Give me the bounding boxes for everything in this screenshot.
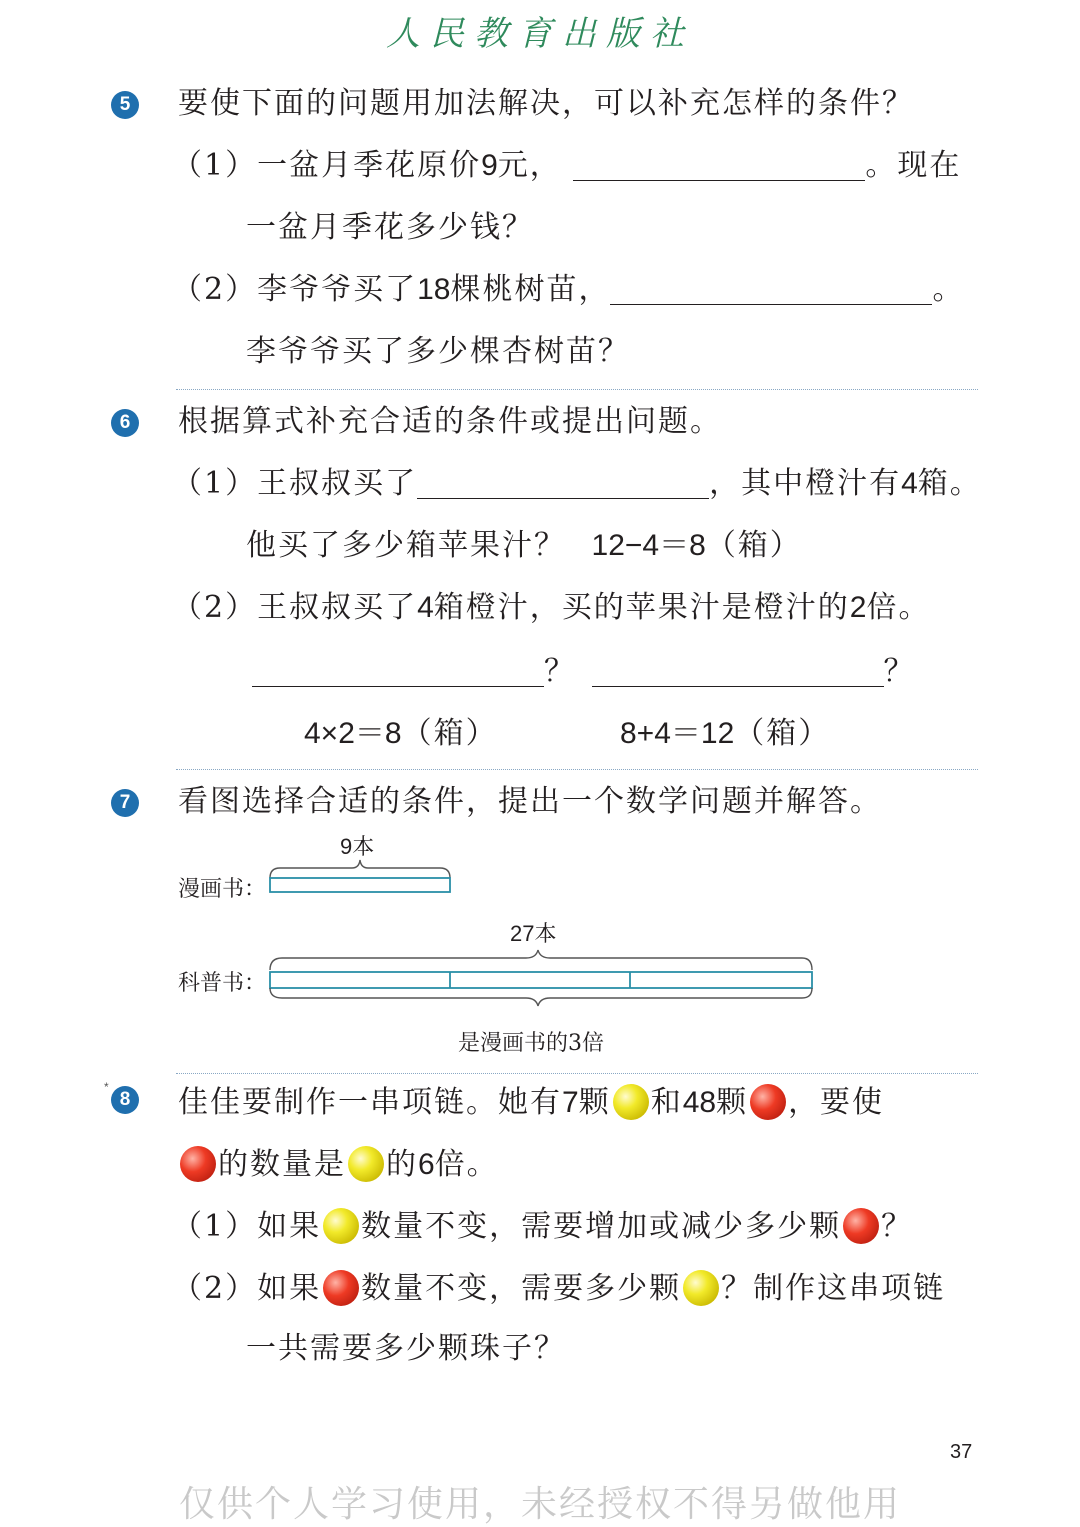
q6-part2-text-b: 箱橙汁，买的苹果汁是橙汁的 — [433, 590, 850, 625]
red-bead-icon — [180, 1146, 216, 1182]
q5-part1-text-a: 一盆月季花原价 — [257, 148, 482, 183]
q8-part1-text-c: ？ — [881, 1209, 914, 1244]
question-6-badge: 6 — [111, 409, 139, 437]
q6-part1-blank[interactable] — [417, 470, 709, 499]
q6-part1-formula: 12−4＝8 — [591, 529, 706, 562]
q8-part2-text-b: 数量不变，需要多少颗 — [361, 1271, 682, 1306]
q6-part2-text-c: 倍。 — [866, 590, 931, 625]
q6-part2-line1 — [172, 588, 930, 628]
q5-part2-blank[interactable] — [610, 276, 932, 305]
question-8-badge: 8 — [111, 1086, 139, 1114]
q8-line1-text-c: 和 — [650, 1085, 683, 1120]
q6-part1-line2 — [246, 526, 802, 566]
q8-line1-number-2: 48 — [682, 1086, 717, 1119]
science-note: 是漫画书的3倍 — [458, 1031, 604, 1056]
comic-count-label: 9本 — [340, 834, 375, 859]
q6-part1-text-c: 箱。 — [917, 466, 982, 501]
q5-part1-text-b: 元， — [497, 148, 562, 183]
q6-part1-text-a: 王叔叔买了 — [257, 466, 418, 501]
q8-line1 — [178, 1083, 884, 1123]
q5-part2-text-a: 李爷爷买了 — [257, 272, 418, 307]
q5-part2-number: 18 — [417, 273, 451, 306]
yellow-bead-icon — [323, 1208, 359, 1244]
q5-part1-label: （1） — [172, 148, 258, 183]
q8-line1-text-d: 颗 — [716, 1085, 749, 1120]
q5-part2-text-b: 棵桃树苗， — [450, 272, 611, 307]
q5-part2-text-c: 。 — [932, 272, 965, 307]
q6-formula-1 — [304, 714, 498, 754]
q6-part1-number: 4 — [901, 467, 918, 500]
red-bead-icon — [323, 1270, 359, 1306]
comic-brace — [270, 860, 450, 878]
question-5-text: 要使下面的问题用加法解决，可以补充怎样的条件？ — [178, 86, 914, 121]
q6-part2-qmark-1: ？ — [544, 654, 576, 689]
publisher-logo: 人民教育出版社 — [386, 14, 694, 54]
q8-line1-number-1: 7 — [562, 1086, 579, 1119]
q8-line2 — [178, 1145, 499, 1185]
q8-line1-text-e: ，要使 — [788, 1085, 885, 1120]
q8-line2-text-b: 的 — [386, 1147, 418, 1182]
divider — [176, 389, 978, 390]
science-bottom-brace — [270, 988, 812, 1006]
q6-part2-label: （2） — [172, 590, 258, 625]
comic-bar — [270, 878, 450, 892]
q5-part1-blank[interactable] — [573, 152, 865, 181]
q6-part1-label: （1） — [172, 466, 258, 501]
q8-line1-text-a: 佳佳要制作一串项链。她有 — [178, 1085, 562, 1120]
q6-formula-2-expr: 8+4＝12 — [620, 717, 735, 750]
q6-part2-qmark-2: ？ — [883, 654, 916, 689]
q6-formula-2 — [620, 714, 830, 754]
yellow-bead-icon — [683, 1270, 719, 1306]
q6-part2-text-a: 王叔叔买了 — [257, 590, 418, 625]
science-label: 科普书： — [178, 971, 267, 996]
q8-part2-label: （2） — [172, 1271, 258, 1306]
q8-part2-text-c: ？制作这串项链 — [721, 1271, 946, 1306]
q6-part2-blank-2[interactable] — [592, 658, 884, 687]
red-bead-icon — [750, 1084, 786, 1120]
question-6-text: 根据算式补充合适的条件或提出问题。 — [178, 404, 722, 439]
q6-formula-1-expr: 4×2＝8 — [304, 717, 402, 750]
question-7-text: 看图选择合适的条件，提出一个数学问题并解答。 — [178, 784, 882, 819]
yellow-bead-icon — [348, 1146, 384, 1182]
science-top-brace — [270, 950, 812, 970]
comic-label: 漫画书： — [178, 877, 267, 902]
q5-part2-line2: 李爷爷买了多少棵杏树苗？ — [246, 334, 630, 369]
q6-part2-number-1: 4 — [417, 591, 434, 624]
q6-part1-line1 — [172, 464, 982, 504]
q8-line2-text-c: 倍。 — [434, 1147, 499, 1182]
q6-part2-blank-1[interactable] — [252, 658, 544, 687]
q6-part2-number-2: 2 — [849, 591, 867, 624]
question-5-badge: 5 — [111, 91, 139, 119]
q8-part1-text-a: 如果 — [257, 1209, 322, 1244]
q6-formula-2-unit: （箱） — [734, 716, 831, 751]
question-7-badge: 7 — [111, 789, 139, 817]
q8-part1-text-b: 数量不变，需要增加或减少多少颗 — [361, 1209, 842, 1244]
q8-line2-number: 6 — [418, 1148, 435, 1181]
page-number: 37 — [950, 1441, 973, 1463]
q5-part1-line2: 一盆月季花多少钱？ — [246, 210, 534, 245]
q5-part1-price: 9 — [481, 149, 498, 182]
divider — [176, 769, 978, 770]
q5-part2-label: （2） — [172, 272, 258, 307]
q5-part1-text-c: 。现在 — [865, 148, 962, 183]
q6-part1-unit: （箱） — [705, 528, 802, 563]
q8-part1 — [172, 1207, 913, 1247]
science-count-label: 27本 — [510, 921, 557, 946]
yellow-bead-icon — [613, 1084, 649, 1120]
q5-part1-line1 — [172, 146, 961, 186]
q8-part1-label: （1） — [172, 1209, 258, 1244]
q6-part1-question: 他买了多少箱苹果汁？ — [246, 528, 566, 563]
watermark: 仅供个人学习使用，未经授权不得另做他用 — [178, 1484, 901, 1525]
q8-line1-text-b: 颗 — [578, 1085, 611, 1120]
q6-part2-blank-row — [252, 652, 916, 692]
bar-diagram — [260, 850, 820, 1010]
q8-part2-line1 — [172, 1269, 945, 1309]
divider — [176, 1073, 978, 1074]
q5-part2-line1 — [172, 270, 964, 310]
q8-part2-text-a: 如果 — [257, 1271, 322, 1306]
optional-star: * — [104, 1080, 109, 1094]
red-bead-icon — [843, 1208, 879, 1244]
science-bar — [270, 972, 812, 988]
q6-part1-text-b: ，其中橙汁有 — [709, 466, 902, 501]
q8-line2-text-a: 的数量是 — [218, 1147, 346, 1182]
q8-part2-line2: 一共需要多少颗珠子？ — [246, 1331, 566, 1366]
q6-formula-1-unit: （箱） — [401, 716, 498, 751]
